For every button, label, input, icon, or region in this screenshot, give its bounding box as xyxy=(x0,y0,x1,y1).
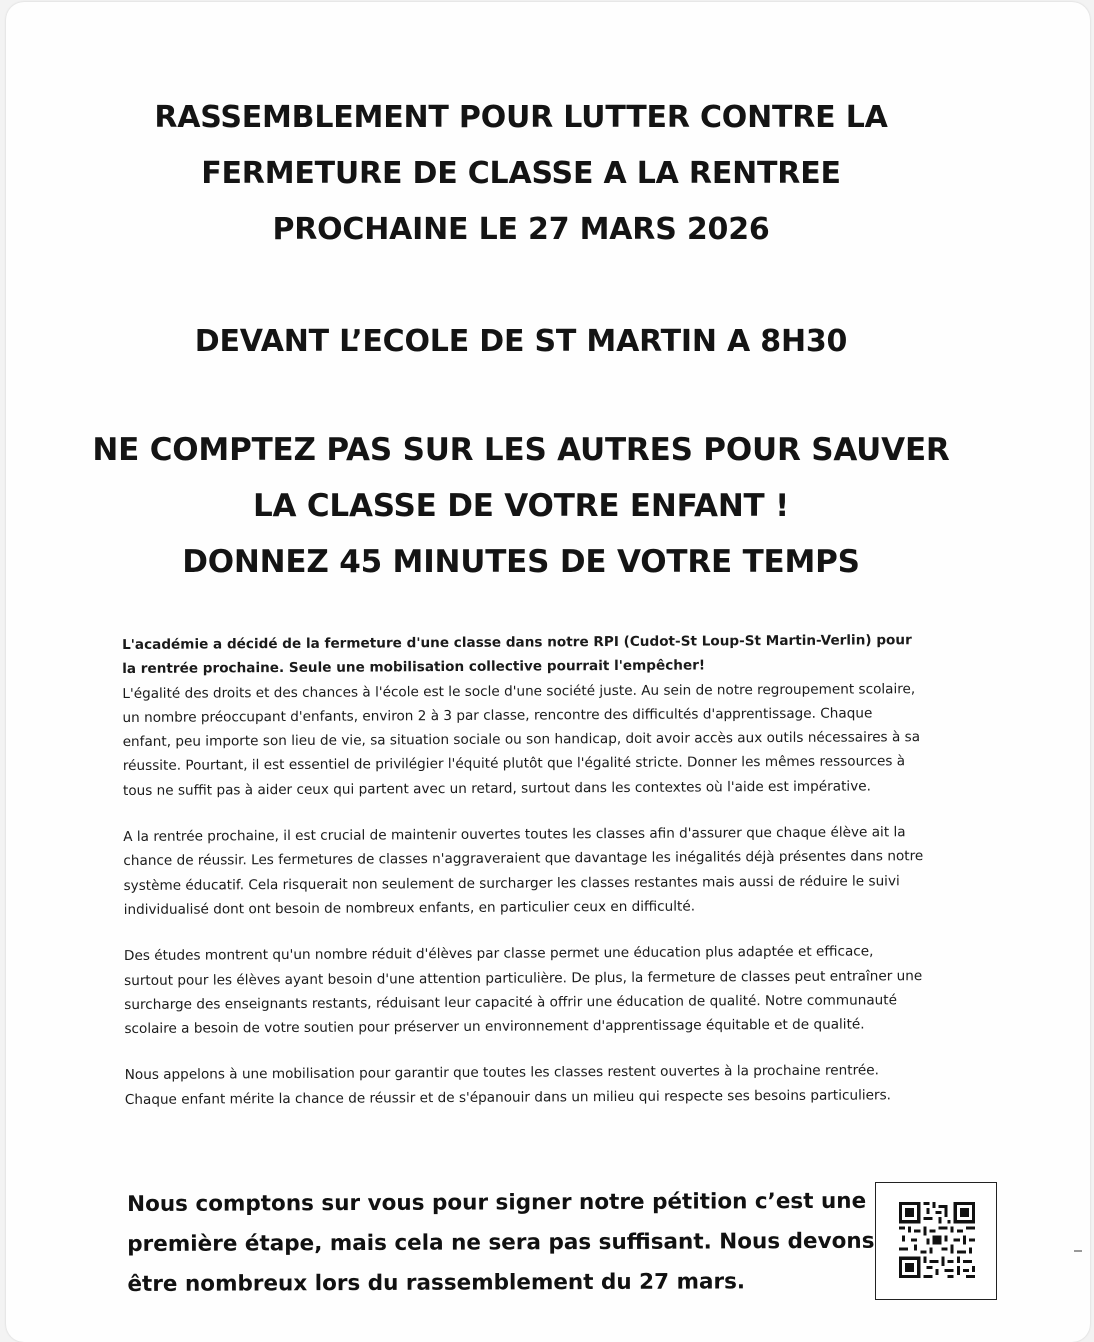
qr-code-box[interactable] xyxy=(875,1182,997,1300)
flyer-page xyxy=(6,2,1090,1342)
event-heading-line: FERMETURE DE CLASSE A LA RENTREE xyxy=(201,156,841,191)
closing-line: Nous comptons sur vous pour signer notre pétition c’est une xyxy=(127,1188,867,1217)
body-paragraph: Nous appelons à une mobilisation pour garantir que toutes les classes restent ouvertes à la prochaine rentrée. Chaque enfant mérite la chance de réussir et de s'épanouir dans un milieu qui respecte ses besoins particuliers. xyxy=(124,1062,892,1108)
event-heading xyxy=(6,90,1036,258)
call-to-action-line: DONNEZ 45 MINUTES DE VOTRE TEMPS xyxy=(182,544,860,580)
lead-paragraph: L'académie a décidé de la fermeture d'une classe dans notre RPI (Cudot-St Loup-St Martin-Verlin) pour la rentrée prochaine. Seule une mobilisation collective pourrait l'empêcher! xyxy=(122,632,912,678)
event-heading-line: RASSEMBLEMENT POUR LUTTER CONTRE LA xyxy=(154,100,888,135)
body-paragraph: L'égalité des droits et des chances à l'école est le socle d'une société juste. Au sein de notre regroupement scolaire, un nombre préoccupant d'enfants, environ 2 à 3 par classe, rencontre des difficultés d'apprentissage. Chaque enfant, peu importe son lieu de vie, sa situation sociale ou son handicap, doit avoir accès aux outils nécessaires à sa réussite. Pourtant, il est essentiel de privilégier l'équité plutôt que l'égalité stricte. Donner les mêmes ressources à tous ne suffit pas à aider ceux qui partent avec un retard, surtout dans les contextes où l'aide est impérative. xyxy=(122,680,921,799)
qr-code-icon[interactable] xyxy=(898,1202,976,1278)
event-heading-line: PROCHAINE LE 27 MARS 2026 xyxy=(272,212,770,247)
location-heading xyxy=(6,314,1036,370)
location-heading-line: DEVANT L’ECOLE DE ST MARTIN A 8H30 xyxy=(194,324,848,359)
closing-line: première étape, mais cela ne sera pas suffisant. Nous devons xyxy=(127,1228,875,1257)
body-text-block xyxy=(122,628,925,1134)
call-to-action-heading xyxy=(6,422,1036,590)
edge-mark xyxy=(1074,1250,1082,1252)
call-to-action-line: LA CLASSE DE VOTRE ENFANT ! xyxy=(252,488,790,524)
closing-message xyxy=(127,1182,875,1305)
call-to-action-line: NE COMPTEZ PAS SUR LES AUTRES POUR SAUVER xyxy=(92,432,950,468)
closing-line: être nombreux lors du rassemblement du 27 mars. xyxy=(127,1269,746,1297)
body-paragraph: A la rentrée prochaine, il est crucial de maintenir ouvertes toutes les classes afin d'assurer que chaque élève ait la chance de réussir. Les fermetures de classes n'aggraveraient que davantage les inégalités déjà présentes dans notre système éducatif. Cela risquerait non seulement de surcharger les classes restantes mais aussi de réduire le suivi individualisé dont ont besoin de nombreux enfants, en particulier ceux en difficulté. xyxy=(123,824,924,918)
body-paragraph: Des études montrent qu'un nombre réduit d'élèves par classe permet une éducation plus adaptée et efficace, surtout pour les élèves ayant besoin d'une attention particulière. De plus, la fermeture de classes peut entraîner une surcharge des enseignants restants, réduisant leur capacité à offrir une éducation de qualité. Notre communauté scolaire a besoin de votre soutien pour préserver un environnement d'apprentissage équitable et de qualité. xyxy=(123,943,923,1038)
